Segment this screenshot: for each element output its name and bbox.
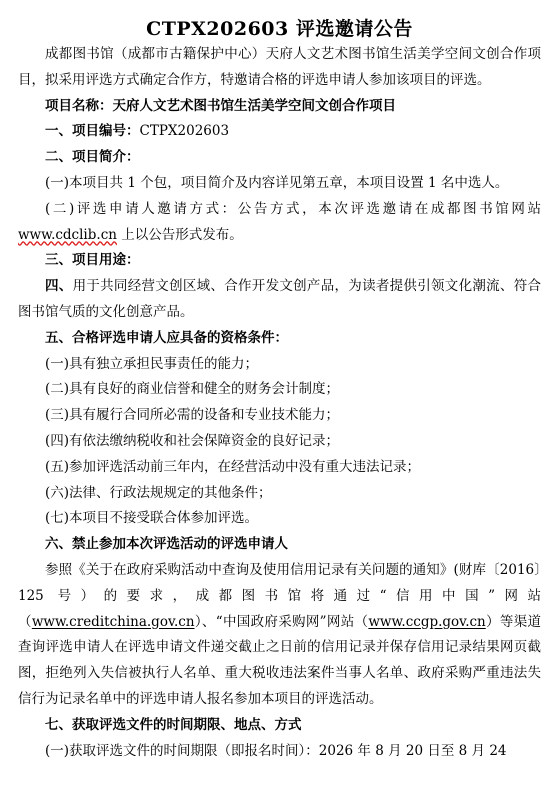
section2-item1: (一)本项目共 1 个包，项目简介及内容详见第五章，本项目设置 1 名中选人。 <box>45 174 509 191</box>
intro-paragraph: 成都图书馆（成都市古籍保护中心）天府人文艺术图书馆生活美学空间文创合作项目，拟采用评选方式确定合作方，特邀请合格的评选申请人参加该项目的评选。 <box>18 46 541 88</box>
section5-item: (六)法律、行政法规规定的其他条件； <box>45 484 272 501</box>
section6-heading: 六、禁止参加本次评选活动的评选申请人 <box>45 536 288 553</box>
section5-item: (五)参加评选活动前三年内，在经营活动中没有重大违法记录； <box>45 458 421 475</box>
section6-part1: 参照《关于在政府采购活动中查询及使用信用记录有关问题的通知》(财库〔2016〕125 号）的要求，成都图书馆将通过“信用中国”网站（ <box>18 561 541 630</box>
page-title: CTPX202603 评选邀请公告 <box>146 18 413 40</box>
section5-item: (一)具有独立承担民事责任的能力； <box>45 355 259 372</box>
section4-paragraph <box>18 274 541 326</box>
section4-label: 四、 <box>45 278 73 295</box>
section5-item: (四)有依法缴纳税收和社会保障资金的良好记录； <box>45 432 340 449</box>
section7-heading: 七、获取评选文件的时间期限、地点、方式 <box>45 716 302 733</box>
section6-part2: ）、“中国政府采购网”网站（ <box>194 613 369 630</box>
section6-paragraph <box>18 558 541 713</box>
section4-text: 用于共同经营文创区域、合作开发文创产品，为读者提供引领文化潮流、符合图书馆气质的文化创意产品。 <box>18 278 542 320</box>
section5-item: (二)具有良好的商业信誉和健全的财务会计制度； <box>45 381 340 398</box>
ccgp-link[interactable]: www.ccgp.gov.cn <box>368 613 486 630</box>
section2-heading: 二、项目简介： <box>45 149 140 166</box>
project-name: 项目名称：天府人文艺术图书馆生活美学空间文创合作项目 <box>45 97 396 114</box>
section7-item1: (一)获取评选文件的时间期限（即报名时间）：2026 年 8 月 20 日至 8 月 24 <box>45 742 507 759</box>
creditchina-link[interactable]: www.creditchina.gov.cn <box>31 613 195 630</box>
section2-item2-text: (二)评选申请人邀请方式：公告方式，本次评选邀请在成都图书馆网站 <box>45 200 541 217</box>
section1-project-number <box>18 119 541 145</box>
section2-item2 <box>18 197 541 249</box>
library-website-link[interactable]: www.cdclib.cn <box>18 226 117 243</box>
section5-item: (三)具有履行合同所必需的设备和专业技术能力； <box>45 407 340 424</box>
section1-value: CTPX202603 <box>139 123 230 140</box>
section1-label: 一、项目编号： <box>45 123 140 140</box>
section2-item2-tail: 上以公告形式发布。 <box>116 226 243 243</box>
section6-part3: ）等渠道查询评选申请人在评选申请文件递交截止之日前的信用记录并保存信用记录结果网页截图，拒绝列入失信被执行人名单、重大税收违法案件当事人名单、政府采购严重违法失信行为记录名单中的评选申请人报名参加本项目的评选活动。 <box>18 613 542 707</box>
section3-heading: 三、项目用途： <box>45 252 140 269</box>
section5-heading: 五、合格评选申请人应具备的资格条件： <box>45 329 288 346</box>
section5-item: (七)本项目不接受联合体参加评选。 <box>45 510 259 527</box>
